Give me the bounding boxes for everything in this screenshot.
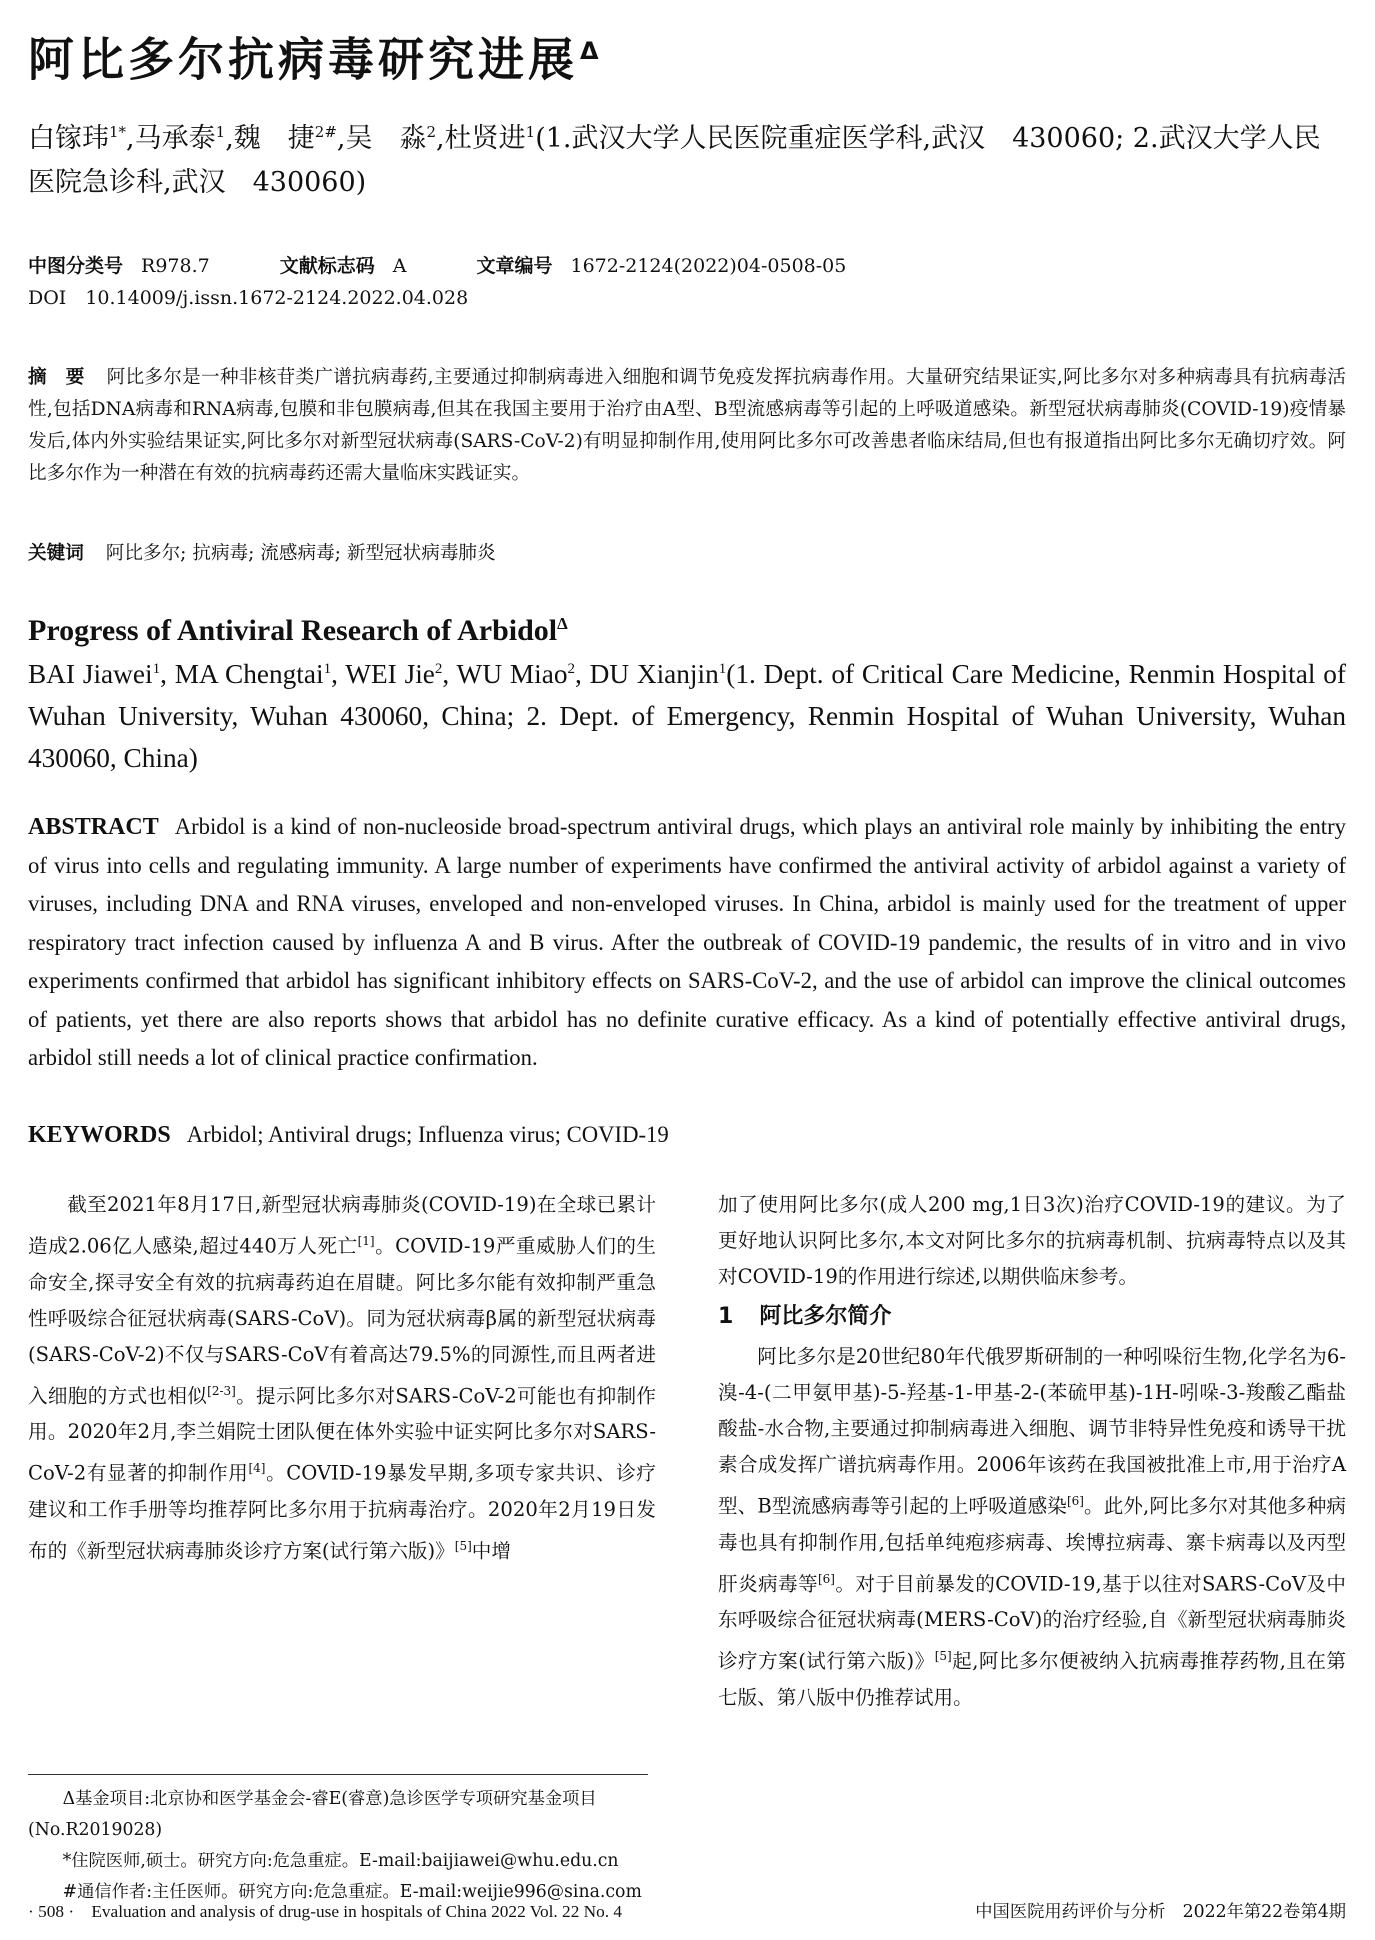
citation: [1] bbox=[357, 1234, 375, 1248]
citation: [5] bbox=[454, 1538, 472, 1553]
chinese-keywords-label: 关键词 bbox=[28, 543, 84, 564]
section-title: 阿比多尔简介 bbox=[759, 1304, 892, 1329]
chinese-title: 阿比多尔抗病毒研究进展$^\Delta$ bbox=[28, 32, 603, 87]
citation: [2-3] bbox=[207, 1383, 236, 1398]
chinese-keywords bbox=[28, 538, 1346, 570]
intro-paragraph: 截至2021年8月17日,新型冠状病毒肺炎(COVID-19)在全球已累计造成2.06亿人感染,超过440万人死亡[1]。COVID-19严重威胁人们的生命安全,探寻安全有效的抗病毒药迫在眉睫。阿比多尔能有效抑制严重急性呼吸综合征冠状病毒(SARS-CoV)。同为冠状病毒β属的新型冠状病毒(SARS-CoV-2)不仅与SARS-CoV有着高达79.5%的同源性,而且两者进入细胞的方式也相似[2-3]。提示阿比多尔对SARS-CoV-2可能也有抑制作用。2020年2月,李兰娟院士团队便在体外实验中证实阿比多尔对SARS-CoV-2有显著的抑制作用[4]。COVID-19暴发早期,多项专家共识、诊疗建议和工作手册等均推荐阿比多尔用于抗病毒治疗。2020年2月19日发布的《新型冠状病毒肺炎诊疗方案(试行第六版)》[5]中增 bbox=[28, 1193, 657, 1563]
english-title-fund-mark: Δ bbox=[557, 614, 568, 633]
english-keywords-label: KEYWORDS bbox=[28, 1122, 171, 1148]
footer-left: · 508 · Evaluation and analysis of drug-use in hospitals of China 2022 Vol. 22 No. 4 bbox=[28, 1902, 623, 1921]
english-abstract-text: Arbidol is a kind of non-nucleoside broad-spectrum antiviral drugs, which plays an antiviral role mainly by inhibiting the entry of virus into cells and regulating immunity. A large number of experiments have confirmed the antiviral activity of arbidol against a variety of viruses, including DNA and RNA viruses, enveloped and non-enveloped viruses. In China, arbidol is mainly used for the treatment of upper respiratory tract infection caused by influenza A and B virus. After the outbreak of COVID-19 pandemic, the results of in vitro and in vivo experiments confirmed that arbidol has significant inhibitory effects on SARS-CoV-2, and the use of arbidol can improve the clinical outcomes of patients, yet there are also reports shows that arbidol has no definite curative efficacy. As a kind of potentially effective antiviral drugs, arbidol still needs a lot of clinical practice confirmation. bbox=[28, 814, 1346, 1070]
article-number-value: 1672-2124(2022)04-0508-05 bbox=[570, 255, 847, 277]
section-number: 1 bbox=[718, 1304, 734, 1329]
doi: DOI 10.14009/j.issn.1672-2124.2022.04.028 bbox=[28, 287, 469, 309]
chinese-abstract bbox=[28, 362, 1346, 490]
footnote-corresponding-author: #通信作者:主任医师。研究方向:危急重症。E-mail:weijie996@sina.com bbox=[62, 1882, 642, 1902]
chinese-abstract-text: 阿比多尔是一种非核苷类广谱抗病毒药,主要通过抑制病毒进入细胞和调节免疫发挥抗病毒作用。大量研究结果证实,阿比多尔对多种病毒具有抗病毒活性,包括DNA病毒和RNA病毒,包膜和非包膜病毒,但其在我国主要用于治疗由A型、B型流感病毒等引起的上呼吸道感染。新型冠状病毒肺炎(COVID-19)疫情暴发后,体内外实验结果证实,阿比多尔对新型冠状病毒(SARS-CoV-2)有明显抑制作用,使用阿比多尔可改善患者临床结局,但也有报道指出阿比多尔无确切疗效。阿比多尔作为一种潜在有效的抗病毒药还需大量临床实践证实。 bbox=[28, 367, 1346, 484]
chinese-authors-affiliations: 白镓玮$^{1*}$,马承泰$^1$,魏 捷$^{2\#}$,吴 淼$^2$,杜贤进$^1$(1.武汉大学人民医院重症医学科,武汉 430060; 2.武汉大学人民医院急诊科,武汉 430060) bbox=[28, 123, 1321, 198]
footer-right: 中国医院用药评价与分析 2022年第22卷第4期 bbox=[975, 1902, 1346, 1922]
english-authors-affiliations: BAI Jiawei$^1$, MA Chengtai$^1$, WEI Jie$^2$, WU Miao$^2$, DU Xianjin$^1$(1. Dept. of Critical Care Medicine, Renmin Hospital of Wuhan University, Wuhan 430060, China; 2. Dept. of Emergency, Renmin Hospital of Wuhan University, Wuhan 430060, China) bbox=[28, 659, 1346, 774]
clc-label: 中图分类号 bbox=[28, 255, 124, 277]
chinese-keywords-text: 阿比多尔; 抗病毒; 流感病毒; 新型冠状病毒肺炎 bbox=[105, 543, 496, 564]
doc-code-label: 文献标志码 bbox=[279, 255, 375, 277]
footnote-divider bbox=[28, 1774, 648, 1775]
classification-line bbox=[28, 250, 1346, 282]
english-keywords bbox=[28, 1116, 1346, 1154]
article-metadata bbox=[28, 250, 1346, 314]
citation: [6] bbox=[817, 1571, 835, 1586]
intro-continuation: 加了使用阿比多尔(成人200 mg,1日3次)治疗COVID-19的建议。为了更好地认识阿比多尔,本文对阿比多尔的抗病毒机制、抗病毒特点以及其对COVID-19的作用进行综述,以期供临床参考。 bbox=[718, 1193, 1346, 1288]
body-left-column bbox=[28, 1187, 656, 1569]
footnote-first-author: *住院医师,硕士。研究方向:危急重症。E-mail:baijiawei@whu.edu.cn bbox=[62, 1851, 619, 1871]
citation: [4] bbox=[248, 1461, 266, 1476]
english-keywords-text: Arbidol; Antiviral drugs; Influenza virus; COVID-19 bbox=[186, 1122, 669, 1147]
body-right-column bbox=[718, 1187, 1346, 1716]
english-abstract-label: ABSTRACT bbox=[28, 814, 159, 840]
clc-value: R978.7 bbox=[141, 255, 210, 277]
footnote-fund: Δ基金项目:北京协和医学基金会-睿E(睿意)急诊医学专项研究基金项目(No.R2019028) bbox=[28, 1789, 597, 1840]
chinese-abstract-label: 摘 要 bbox=[28, 367, 85, 388]
article-number-label: 文章编号 bbox=[476, 255, 553, 277]
title-fund-mark: Δ bbox=[580, 37, 603, 65]
english-title: Progress of Antiviral Research of Arbidol$^\Delta$ bbox=[28, 614, 568, 647]
page-footer bbox=[28, 1898, 1346, 1926]
footnotes bbox=[28, 1784, 656, 1908]
section-paragraph: 阿比多尔是20世纪80年代俄罗斯研制的一种吲哚衍生物,化学名为6-溴-4-(二甲氨甲基)-5-羟基-1-甲基-2-(苯硫甲基)-1H-吲哚-3-羧酸乙酯盐酸盐-水合物,主要通过抑制病毒进入细胞、调节非特异性免疫和诱导干扰素合成发挥广谱抗病毒作用。2006年该药在我国被批准上市,用于治疗A型、B型流感病毒等引起的上呼吸道感染[6]。此外,阿比多尔对其他多种病毒也具有抑制作用,包括单纯疱疹病毒、埃博拉病毒、寨卡病毒以及丙型肝炎病毒等[6]。对于目前暴发的COVID-19,基于以往对SARS-CoV及中东呼吸综合征冠状病毒(MERS-CoV)的治疗经验,自《新型冠状病毒肺炎诊疗方案(试行第六版)》[5]起,阿比多尔便被纳入抗病毒推荐药物,且在第七版、第八版中仍推荐试用。 bbox=[718, 1345, 1347, 1709]
english-abstract bbox=[28, 808, 1346, 1078]
citation: [6] bbox=[1066, 1494, 1084, 1508]
citation: [5] bbox=[934, 1649, 952, 1664]
section-heading bbox=[718, 1297, 1346, 1337]
doc-code-value: A bbox=[392, 255, 407, 277]
